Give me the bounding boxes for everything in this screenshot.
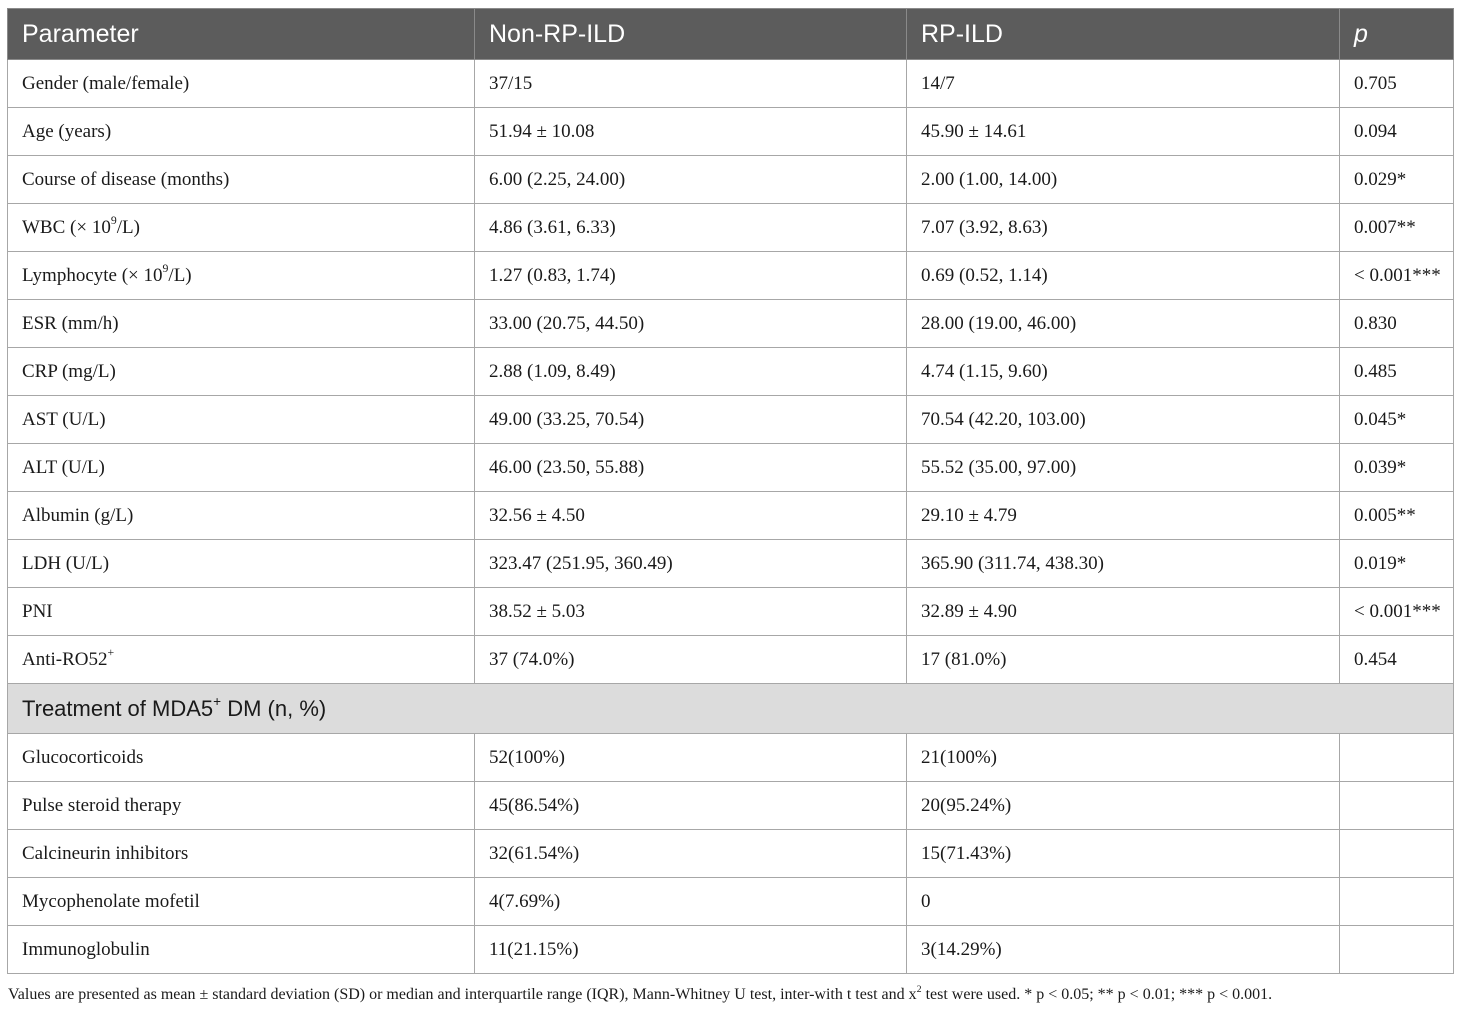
non-rp-cell: 52(100%) [475,734,907,782]
param-cell [8,636,475,684]
non-rp-cell: 37 (74.0%) [475,636,907,684]
param-cell: ALT (U/L) [8,444,475,492]
table-row [8,878,1454,926]
p-cell: 0.485 [1340,348,1454,396]
param-cell: Gender (male/female) [8,60,475,108]
p-cell: < 0.001*** [1340,252,1454,300]
table-row [8,444,1454,492]
non-rp-cell: 32.56 ± 4.50 [475,492,907,540]
table-row [8,636,1454,684]
p-cell: 0.005** [1340,492,1454,540]
non-rp-cell: 323.47 (251.95, 360.49) [475,540,907,588]
rp-cell: 70.54 (42.20, 103.00) [907,396,1340,444]
rp-cell: 28.00 (19.00, 46.00) [907,300,1340,348]
param-cell: Albumin (g/L) [8,492,475,540]
rp-cell: 365.90 (311.74, 438.30) [907,540,1340,588]
p-cell [1340,878,1454,926]
results-table [7,8,1454,974]
table-row [8,156,1454,204]
section-header-row [8,684,1454,734]
non-rp-cell: 1.27 (0.83, 1.74) [475,252,907,300]
p-cell: 0.045* [1340,396,1454,444]
param-cell: LDH (U/L) [8,540,475,588]
table-footnote [8,983,1273,1004]
table-row [8,300,1454,348]
param-cell: PNI [8,588,475,636]
table-row [8,396,1454,444]
param-cell: Course of disease (months) [8,156,475,204]
param-cell: AST (U/L) [8,396,475,444]
param-text: WBC (× 10 [22,216,111,238]
p-cell [1340,830,1454,878]
table-row [8,60,1454,108]
rp-cell: 14/7 [907,60,1340,108]
table-row [8,734,1454,782]
table-row [8,926,1454,974]
header-p-value: p [1340,9,1454,60]
section-title-suffix: DM (n, %) [221,695,327,721]
param-cell: Mycophenolate mofetil [8,878,475,926]
p-cell [1340,926,1454,974]
non-rp-cell: 32(61.54%) [475,830,907,878]
p-cell: 0.039* [1340,444,1454,492]
non-rp-cell: 51.94 ± 10.08 [475,108,907,156]
param-superscript: 9 [110,214,117,227]
param-cell [8,252,475,300]
non-rp-cell: 6.00 (2.25, 24.00) [475,156,907,204]
rp-cell: 7.07 (3.92, 8.63) [907,204,1340,252]
section-title-superscript: + [213,693,222,709]
rp-cell: 15(71.43%) [907,830,1340,878]
table-row [8,108,1454,156]
p-cell: 0.454 [1340,636,1454,684]
p-cell: 0.007** [1340,204,1454,252]
header-rp-ild: RP-ILD [907,9,1340,60]
rp-cell: 20(95.24%) [907,782,1340,830]
non-rp-cell: 37/15 [475,60,907,108]
p-cell: < 0.001*** [1340,588,1454,636]
non-rp-cell: 38.52 ± 5.03 [475,588,907,636]
table-row [8,782,1454,830]
non-rp-cell: 4.86 (3.61, 6.33) [475,204,907,252]
param-cell: Pulse steroid therapy [8,782,475,830]
p-cell [1340,782,1454,830]
p-cell: 0.705 [1340,60,1454,108]
param-cell [8,204,475,252]
footnote-text-suffix: test were used. * p < 0.05; ** p < 0.01; *** p < 0.001. [921,986,1273,1003]
rp-cell: 32.89 ± 4.90 [907,588,1340,636]
footnote-text: Values are presented as mean ± standard deviation (SD) or median and interquartile range (IQR), Mann-Whitney U test, inter-with t test and x [8,986,917,1003]
table-row [8,252,1454,300]
param-superscript: 9 [162,262,169,275]
rp-cell: 0.69 (0.52, 1.14) [907,252,1340,300]
table-row [8,492,1454,540]
table-row [8,204,1454,252]
rp-cell: 55.52 (35.00, 97.00) [907,444,1340,492]
param-cell: CRP (mg/L) [8,348,475,396]
non-rp-cell: 11(21.15%) [475,926,907,974]
rp-cell: 2.00 (1.00, 14.00) [907,156,1340,204]
param-text-suffix: /L) [168,264,192,286]
param-text-suffix: /L) [116,216,140,238]
p-cell: 0.830 [1340,300,1454,348]
param-superscript: + [107,646,115,659]
table-row [8,540,1454,588]
table-row [8,348,1454,396]
non-rp-cell: 2.88 (1.09, 8.49) [475,348,907,396]
p-cell: 0.094 [1340,108,1454,156]
rp-cell: 29.10 ± 4.79 [907,492,1340,540]
table-row [8,830,1454,878]
non-rp-cell: 46.00 (23.50, 55.88) [475,444,907,492]
rp-cell: 45.90 ± 14.61 [907,108,1340,156]
rp-cell: 21(100%) [907,734,1340,782]
param-text: Lymphocyte (× 10 [22,264,163,286]
rp-cell: 3(14.29%) [907,926,1340,974]
param-cell: Glucocorticoids [8,734,475,782]
param-cell: Calcineurin inhibitors [8,830,475,878]
param-cell: Age (years) [8,108,475,156]
p-cell: 0.029* [1340,156,1454,204]
section-title [8,684,1454,734]
header-non-rp-ild: Non-RP-ILD [475,9,907,60]
p-cell: 0.019* [1340,540,1454,588]
p-cell [1340,734,1454,782]
param-text: Anti-RO52 [22,648,108,670]
table-row [8,588,1454,636]
non-rp-cell: 33.00 (20.75, 44.50) [475,300,907,348]
footnote-superscript: 2 [916,983,922,995]
rp-cell: 17 (81.0%) [907,636,1340,684]
non-rp-cell: 4(7.69%) [475,878,907,926]
header-parameter: Parameter [8,9,475,60]
non-rp-cell: 49.00 (33.25, 70.54) [475,396,907,444]
table-header-row [8,9,1454,60]
non-rp-cell: 45(86.54%) [475,782,907,830]
param-cell: ESR (mm/h) [8,300,475,348]
param-cell: Immunoglobulin [8,926,475,974]
rp-cell: 4.74 (1.15, 9.60) [907,348,1340,396]
rp-cell: 0 [907,878,1340,926]
section-title-text: Treatment of MDA5 [22,695,214,721]
